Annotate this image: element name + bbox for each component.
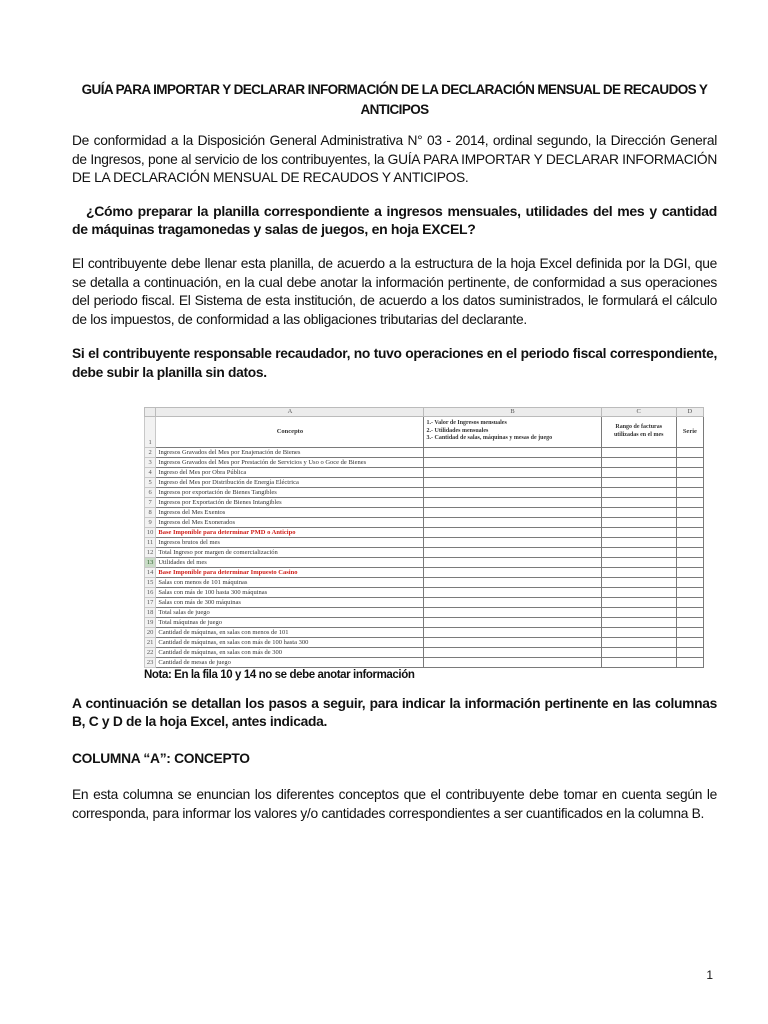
column-letter: B — [424, 407, 601, 416]
invoice-range-cell — [601, 617, 676, 627]
sheet-toolbar-residue — [144, 399, 704, 407]
concept-cell: Total Ingreso por margen de comercialización — [156, 547, 424, 557]
table-row — [145, 457, 704, 467]
row-number: 9 — [145, 517, 156, 527]
row-number: 23 — [145, 657, 156, 667]
table-row — [145, 617, 704, 627]
value-cell — [424, 487, 601, 497]
concept-cell: Ingreso del Mes por Distribución de Energía Eléctrica — [156, 477, 424, 487]
value-cell — [424, 547, 601, 557]
series-cell — [676, 487, 703, 497]
column-letter: D — [676, 407, 703, 416]
column-a-paragraph: En esta columna se enuncian los diferentes conceptos que el contribuyente debe tomar en cuenta según le corresponda, para informar los valores y/o cantidades correspondientes a ser cuantificados en la columna B. — [72, 787, 717, 821]
value-cell — [424, 557, 601, 567]
row-number: 11 — [145, 537, 156, 547]
series-cell — [676, 537, 703, 547]
invoice-range-cell — [601, 567, 676, 577]
row-number: 15 — [145, 577, 156, 587]
table-row — [145, 507, 704, 517]
series-cell — [676, 507, 703, 517]
concept-cell: Total máquinas de juego — [156, 617, 424, 627]
values-header — [424, 416, 601, 447]
invoice-range-cell — [601, 657, 676, 667]
table-row — [145, 627, 704, 637]
row-number: 22 — [145, 647, 156, 657]
value-cell — [424, 527, 601, 537]
invoice-range-cell — [601, 497, 676, 507]
table-row — [145, 597, 704, 607]
value-cell — [424, 497, 601, 507]
concept-cell: Salas con más de 300 máquinas — [156, 597, 424, 607]
intro-paragraph: De conformidad a la Disposición General Administrativa N° 03 - 2014, ordinal segundo, la Dirección General de Ingresos, pone al servicio de los contribuyentes, la GUÍA PARA IMPORTAR Y DECLARAR INFORMACIÓN DE LA DECLARACIÓN MENSUAL DE RECAUDOS Y ANTICIPOS. — [72, 133, 717, 186]
concept-cell: Salas con menos de 101 máquinas — [156, 577, 424, 587]
value-cell — [424, 517, 601, 527]
row-number: 3 — [145, 457, 156, 467]
series-cell — [676, 637, 703, 647]
concept-cell: Salas con más de 100 hasta 300 máquinas — [156, 587, 424, 597]
value-cell — [424, 607, 601, 617]
column-letter: C — [601, 407, 676, 416]
question-heading: ¿Cómo preparar la planilla correspondiente a ingresos mensuales, utilidades del mes y cantidad de máquinas tragamonedas y salas de juegos, en hoja EXCEL? — [72, 202, 717, 238]
invoice-range-cell — [601, 577, 676, 587]
table-row — [145, 567, 704, 577]
invoice-range-header: Rango de facturas utilizadas en el mes — [601, 416, 676, 447]
series-cell — [676, 577, 703, 587]
table-row — [145, 657, 704, 667]
series-cell — [676, 477, 703, 487]
table-row — [145, 537, 704, 547]
concept-cell: Cantidad de máquinas, en salas con más de 300 — [156, 647, 424, 657]
concept-cell: Ingreso del Mes por Obra Pública — [156, 467, 424, 477]
value-cell — [424, 597, 601, 607]
table-row — [145, 517, 704, 527]
invoice-range-cell — [601, 637, 676, 647]
no-operations-paragraph: Si el contribuyente responsable recaudador, no tuvo operaciones en el periodo fiscal correspondiente, debe subir la planilla sin datos. — [72, 346, 717, 380]
row-number: 8 — [145, 507, 156, 517]
row-number: 1 — [145, 416, 156, 447]
value-cell — [424, 617, 601, 627]
row-number: 17 — [145, 597, 156, 607]
series-cell — [676, 447, 703, 457]
row-number: 18 — [145, 607, 156, 617]
value-cell — [424, 457, 601, 467]
invoice-range-cell — [601, 547, 676, 557]
series-cell — [676, 527, 703, 537]
series-cell — [676, 607, 703, 617]
table-row — [145, 587, 704, 597]
table-row — [145, 477, 704, 487]
row-number: 13 — [145, 557, 156, 567]
value-cell — [424, 647, 601, 657]
table-row — [145, 547, 704, 557]
row-number: 20 — [145, 627, 156, 637]
row-number: 7 — [145, 497, 156, 507]
invoice-range-cell — [601, 487, 676, 497]
value-cell — [424, 567, 601, 577]
invoice-range-cell — [601, 527, 676, 537]
concept-cell: Ingresos brutos del mes — [156, 537, 424, 547]
document-page — [72, 80, 717, 824]
series-cell — [676, 627, 703, 637]
series-cell — [676, 557, 703, 567]
series-cell — [676, 457, 703, 467]
column-letters-row — [145, 407, 704, 416]
table-row — [145, 637, 704, 647]
invoice-range-cell — [601, 647, 676, 657]
page-number: 1 — [706, 968, 713, 982]
invoice-range-cell — [601, 447, 676, 457]
invoice-range-cell — [601, 587, 676, 597]
excel-table — [144, 407, 704, 668]
row-number: 6 — [145, 487, 156, 497]
value-cell — [424, 447, 601, 457]
concept-cell: Ingresos del Mes Exonerados — [156, 517, 424, 527]
invoice-range-cell — [601, 627, 676, 637]
row-number: 10 — [145, 527, 156, 537]
excel-sheet-image — [144, 399, 704, 668]
series-cell — [676, 497, 703, 507]
series-cell — [676, 467, 703, 477]
concept-cell: Cantidad de mesas de juego — [156, 657, 424, 667]
value-cell — [424, 477, 601, 487]
table-row — [145, 607, 704, 617]
steps-paragraph: A continuación se detallan los pasos a seguir, para indicar la información pertinente en las columnas B, C y D de la hoja Excel, antes indicada. — [72, 695, 717, 730]
value-cell — [424, 587, 601, 597]
value-cell — [424, 577, 601, 587]
invoice-range-cell — [601, 607, 676, 617]
concept-cell: Ingresos Gravados del Mes por Prestación de Servicios y Uso o Goce de Bienes — [156, 457, 424, 467]
series-cell — [676, 597, 703, 607]
series-cell — [676, 587, 703, 597]
document-title: GUÍA PARA IMPORTAR Y DECLARAR INFORMACIÓN DE LA DECLARACIÓN MENSUAL DE RECAUDOS Y ANTICIPOS — [81, 82, 708, 117]
column-a-heading: COLUMNA “A”: CONCEPTO — [72, 750, 250, 766]
header-row — [145, 416, 704, 447]
concept-cell: Ingresos por exportación de Bienes Tangibles — [156, 487, 424, 497]
value-cell — [424, 507, 601, 517]
value-cell — [424, 657, 601, 667]
concept-cell: Ingresos del Mes Exentos — [156, 507, 424, 517]
invoice-range-cell — [601, 507, 676, 517]
concept-cell: Cantidad de máquinas, en salas con más de 100 hasta 300 — [156, 637, 424, 647]
values-header-line: 3.- Cantidad de salas, máquinas y mesas de juego — [426, 435, 553, 442]
table-row — [145, 467, 704, 477]
invoice-range-cell — [601, 477, 676, 487]
invoice-range-cell — [601, 457, 676, 467]
invoice-range-cell — [601, 537, 676, 547]
table-note: Nota: En la fila 10 y 14 no se debe anotar información — [144, 668, 415, 681]
concept-cell: Total salas de juego — [156, 607, 424, 617]
row-number: 2 — [145, 447, 156, 457]
table-row — [145, 557, 704, 567]
values-header-line: 2.- Utilidades mensuales — [426, 427, 489, 434]
concept-cell: Cantidad de máquinas, en salas con menos de 101 — [156, 627, 424, 637]
invoice-range-cell — [601, 467, 676, 477]
table-row — [145, 447, 704, 457]
series-cell — [676, 517, 703, 527]
table-row — [145, 487, 704, 497]
table-row — [145, 497, 704, 507]
row-number: 16 — [145, 587, 156, 597]
table-row — [145, 647, 704, 657]
series-cell — [676, 567, 703, 577]
invoice-range-cell — [601, 557, 676, 567]
table-row — [145, 527, 704, 537]
series-cell — [676, 617, 703, 627]
series-cell — [676, 657, 703, 667]
concept-cell: Base Imponible para determinar Impuesto Casino — [156, 567, 424, 577]
fill-instructions-paragraph: El contribuyente debe llenar esta planilla, de acuerdo a la estructura de la hoja Excel definida por la DGI, que se detalla a continuación, en la cual debe anotar la información pertinente, de conformidad a sus operaciones del periodo fiscal. El Sistema de esta institución, de acuerdo a los datos suministrados, le formulará el cálculo de los impuestos, de conformidad a las obligaciones tributarias del declarante. — [72, 255, 717, 327]
row-number: 12 — [145, 547, 156, 557]
value-cell — [424, 637, 601, 647]
row-number: 19 — [145, 617, 156, 627]
concept-cell: Base Imponible para determinar PMD o Anticipo — [156, 527, 424, 537]
row-number: 14 — [145, 567, 156, 577]
concept-cell: Ingresos por Exportación de Bienes Intangibles — [156, 497, 424, 507]
values-header-line: 1.- Valor de Ingresos mensuales — [426, 420, 507, 427]
row-number: 4 — [145, 467, 156, 477]
invoice-range-cell — [601, 517, 676, 527]
concept-cell: Ingresos Gravados del Mes por Enajenación de Bienes — [156, 447, 424, 457]
column-letter: A — [156, 407, 424, 416]
table-row — [145, 577, 704, 587]
concept-cell: Utilidades del mes — [156, 557, 424, 567]
row-number: 5 — [145, 477, 156, 487]
series-cell — [676, 547, 703, 557]
series-cell — [676, 647, 703, 657]
series-header: Serie — [676, 416, 703, 447]
value-cell — [424, 627, 601, 637]
invoice-range-cell — [601, 597, 676, 607]
value-cell — [424, 537, 601, 547]
row-number: 21 — [145, 637, 156, 647]
value-cell — [424, 467, 601, 477]
concept-header: Concepto — [156, 416, 424, 447]
